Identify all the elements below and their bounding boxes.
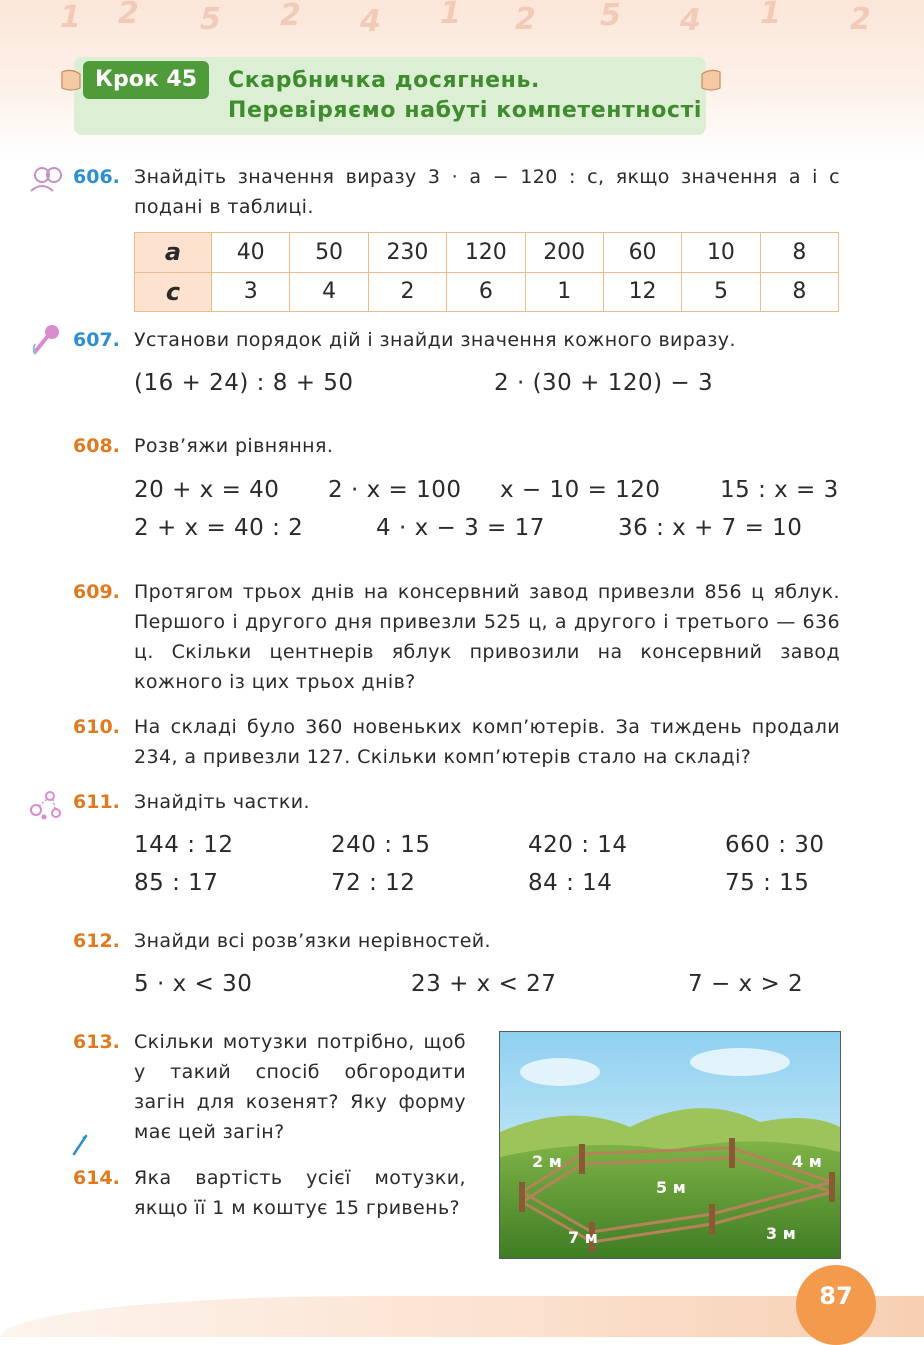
microphone-icon: [30, 322, 64, 356]
equation: 2 + x = 40 : 2: [134, 515, 304, 541]
equation: x − 10 = 120: [500, 477, 661, 503]
task-number: 609.: [73, 581, 120, 603]
table-cell: 120: [447, 233, 525, 273]
inequality: 23 + x < 27: [411, 971, 557, 997]
decor-digit: 2: [850, 2, 871, 37]
inequality: 7 − x > 2: [688, 971, 804, 997]
table-cell: 12: [603, 272, 681, 312]
people-icon: [28, 165, 68, 193]
molecule-icon: [28, 788, 64, 822]
pen-illustration: [499, 1031, 841, 1259]
expression: (16 + 24) : 8 + 50: [134, 370, 354, 396]
task-text: Розв’яжи рівняння.: [134, 435, 334, 457]
side-label: 3 м: [766, 1224, 796, 1243]
table-cell: 2: [368, 272, 446, 312]
table-header-c: c: [135, 272, 212, 312]
title-line: Скарбничка досягнень.: [228, 68, 540, 93]
division: 75 : 15: [725, 870, 810, 896]
title-line: Перевіряємо набуті компетентності: [228, 98, 703, 123]
division: 660 : 30: [725, 832, 825, 858]
side-label: 7 м: [568, 1228, 598, 1247]
decor-digit: 1: [440, 0, 461, 31]
division: 420 : 14: [528, 832, 628, 858]
page-number: 87: [796, 1265, 876, 1345]
decor-digit: 2: [118, 0, 139, 31]
task-text: Скільки мотузки потрібно, щоб у такий спосіб обгородити загін для козенят? Яку форму має цей загін?: [134, 1031, 466, 1143]
division: 240 : 15: [331, 832, 431, 858]
table-cell: 1: [525, 272, 603, 312]
inequality: 5 · x < 30: [134, 971, 253, 997]
decor-digit: 1: [760, 0, 781, 31]
equation: 20 + x = 40: [134, 477, 280, 503]
equation: 36 : x + 7 = 10: [618, 515, 803, 541]
table-cell: 8: [760, 272, 838, 312]
table-cell: 40: [212, 233, 290, 273]
division: 144 : 12: [134, 832, 234, 858]
table-row: [135, 233, 839, 273]
step-badge: Крок 45: [83, 61, 209, 99]
side-label: 4 м: [792, 1152, 822, 1171]
table-cell: 5: [682, 272, 760, 312]
task-text: На складі було 360 новеньких комп’ютерів. За тиждень продали 234, а привезли 127. Скільки комп’ютерів стало на складі?: [134, 716, 840, 768]
decor-digit: 4: [680, 3, 701, 38]
table-cell: 60: [603, 233, 681, 273]
decor-digit: 4: [360, 4, 381, 39]
task-text: Знайди всі розв’язки нерівностей.: [134, 930, 491, 952]
table-cell: 8: [760, 233, 838, 273]
table-header-a: a: [135, 233, 212, 273]
pen-icon: [70, 1132, 90, 1156]
decor-digit: 5: [600, 0, 621, 33]
page-title: [228, 66, 702, 126]
task-number: 613.: [73, 1031, 120, 1053]
decor-digit: 2: [280, 0, 301, 33]
decor-digit: 5: [200, 2, 221, 37]
task-text: Знайдіть частки.: [134, 791, 310, 813]
task-text: Знайдіть значення виразу 3 · a − 120 : c, якщо значення a і c подані в таблиці.: [134, 166, 840, 218]
task-number: 614.: [73, 1167, 120, 1189]
task-number: 611.: [73, 791, 120, 813]
table-cell: 6: [447, 272, 525, 312]
side-label: 2 м: [532, 1152, 562, 1171]
table-row: [135, 272, 839, 312]
equation: 2 · x = 100: [328, 477, 462, 503]
footer-band: [0, 1296, 924, 1337]
table-cell: 10: [682, 233, 760, 273]
table-cell: 50: [290, 233, 368, 273]
decor-digit: 2: [515, 2, 536, 37]
task-text: Протягом трьох днів на консервний завод привезли 856 ц яблук. Першого і другого дня привезли 525 ц, а другого і третього — 636 ц. Скільки центнерів яблук привозили на консервний завод кожного із цих трьох днів?: [134, 581, 840, 693]
table-cell: 230: [368, 233, 446, 273]
task-number: 608.: [73, 435, 120, 457]
task-number: 610.: [73, 716, 120, 738]
hand-icon: [58, 66, 84, 94]
division: 72 : 12: [331, 870, 416, 896]
values-table: [134, 232, 839, 312]
equation: 15 : x = 3: [720, 477, 839, 503]
table-cell: 3: [212, 272, 290, 312]
task-text: Установи порядок дій і знайди значення кожного виразу.: [134, 329, 736, 351]
task-number: 612.: [73, 930, 120, 952]
division: 85 : 17: [134, 870, 219, 896]
task-number: 606.: [73, 166, 120, 188]
table-cell: 200: [525, 233, 603, 273]
decor-digit: 1: [60, 0, 81, 35]
task-number: 607.: [73, 329, 120, 351]
equation: 4 · x − 3 = 17: [376, 515, 545, 541]
side-label: 5 м: [656, 1178, 686, 1197]
division: 84 : 14: [528, 870, 613, 896]
task-text: Яка вартість усієї мотузки, якщо її 1 м коштує 15 гривень?: [134, 1167, 466, 1219]
table-cell: 4: [290, 272, 368, 312]
expression: 2 · (30 + 120) − 3: [494, 370, 714, 396]
